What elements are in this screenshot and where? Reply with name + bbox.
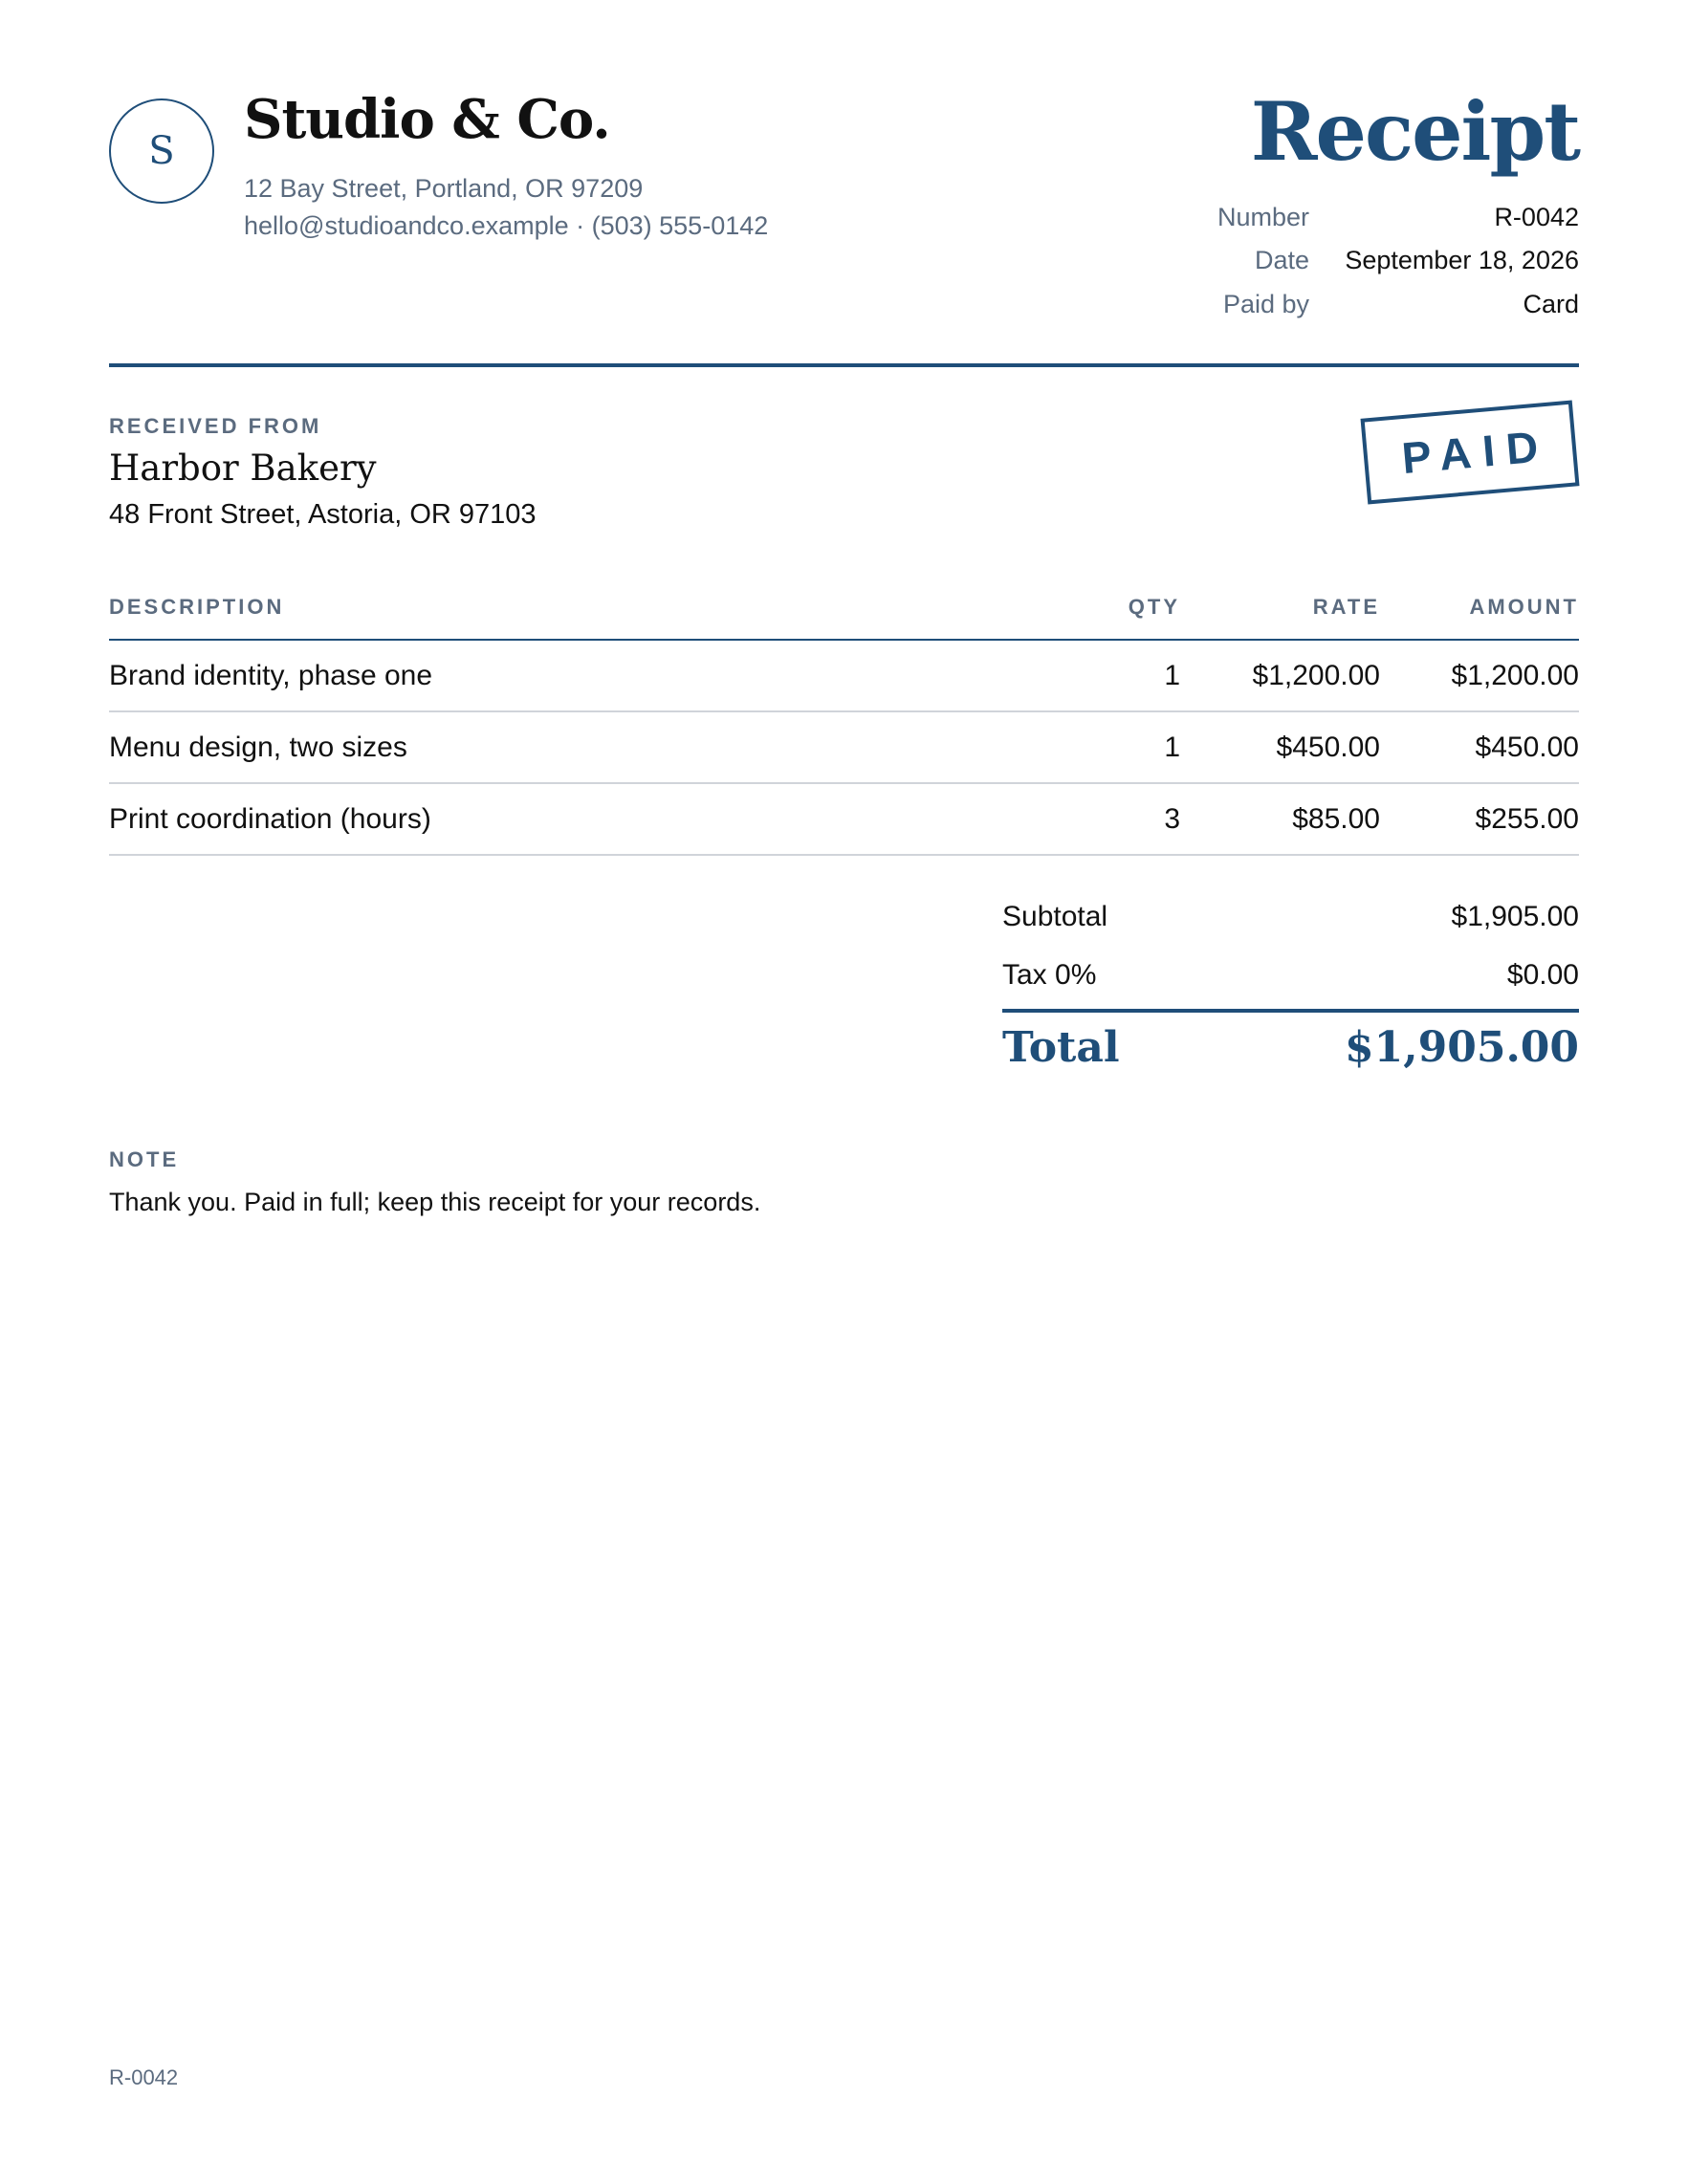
company-logo xyxy=(109,98,214,204)
cell-description: Menu design, two sizes xyxy=(109,732,407,763)
note-label: NOTE xyxy=(109,1147,180,1171)
document-title: Receipt xyxy=(1250,84,1579,179)
header-amount: AMOUNT xyxy=(1469,595,1579,619)
client-name: Harbor Bakery xyxy=(109,448,377,489)
cell-rate: $450.00 xyxy=(1276,732,1380,763)
table-row xyxy=(109,641,1579,712)
table-row xyxy=(109,784,1579,856)
logo-letter: S xyxy=(148,129,175,173)
paid-stamp-text: PAID xyxy=(1399,420,1552,484)
company-name: Studio & Co. xyxy=(244,88,610,151)
subtotal-label: Subtotal xyxy=(1002,901,1108,932)
meta-value: R-0042 xyxy=(1494,203,1579,231)
cell-qty: 1 xyxy=(1164,732,1180,763)
paid-stamp xyxy=(1361,400,1580,504)
cell-amount: $450.00 xyxy=(1475,732,1579,763)
company-address: 12 Bay Street, Portland, OR 97209 xyxy=(244,174,644,203)
header-divider xyxy=(109,363,1579,367)
meta-row-date xyxy=(1082,246,1579,282)
cell-amount: $255.00 xyxy=(1475,803,1579,835)
cell-rate: $1,200.00 xyxy=(1252,660,1380,691)
footer-reference: R-0042 xyxy=(109,2065,179,2089)
received-from-label: RECEIVED FROM xyxy=(109,414,322,438)
tax-value: $0.00 xyxy=(1506,959,1579,991)
cell-qty: 1 xyxy=(1164,660,1180,691)
total-label: Total xyxy=(1002,1023,1120,1072)
meta-label: Date xyxy=(1254,246,1309,274)
company-contact: hello@studioandco.example · (503) 555-0142 xyxy=(244,211,769,240)
cell-amount: $1,200.00 xyxy=(1451,660,1579,691)
meta-label: Number xyxy=(1217,203,1309,231)
note-text: Thank you. Paid in full; keep this receipt for your records. xyxy=(109,1188,761,1216)
header-qty: QTY xyxy=(1128,595,1180,619)
cell-description: Print coordination (hours) xyxy=(109,803,431,835)
cell-description: Brand identity, phase one xyxy=(109,660,433,691)
table-header xyxy=(109,591,1579,641)
meta-label: Paid by xyxy=(1222,290,1309,318)
meta-value: Card xyxy=(1523,290,1579,318)
table-row xyxy=(109,712,1579,784)
line-items-table xyxy=(109,591,1579,856)
meta-row-paid-by xyxy=(1082,290,1579,326)
client-address: 48 Front Street, Astoria, OR 97103 xyxy=(109,499,537,530)
total-value: $1,905.00 xyxy=(1345,1023,1579,1072)
header-description: DESCRIPTION xyxy=(109,595,285,619)
meta-row-number xyxy=(1082,203,1579,239)
subtotal-value: $1,905.00 xyxy=(1451,901,1579,932)
tax-label: Tax 0% xyxy=(1002,959,1097,991)
cell-qty: 3 xyxy=(1164,803,1180,835)
meta-value: September 18, 2026 xyxy=(1345,246,1579,274)
total-divider xyxy=(1002,1009,1579,1013)
header-rate: RATE xyxy=(1312,595,1380,619)
cell-rate: $85.00 xyxy=(1292,803,1380,835)
